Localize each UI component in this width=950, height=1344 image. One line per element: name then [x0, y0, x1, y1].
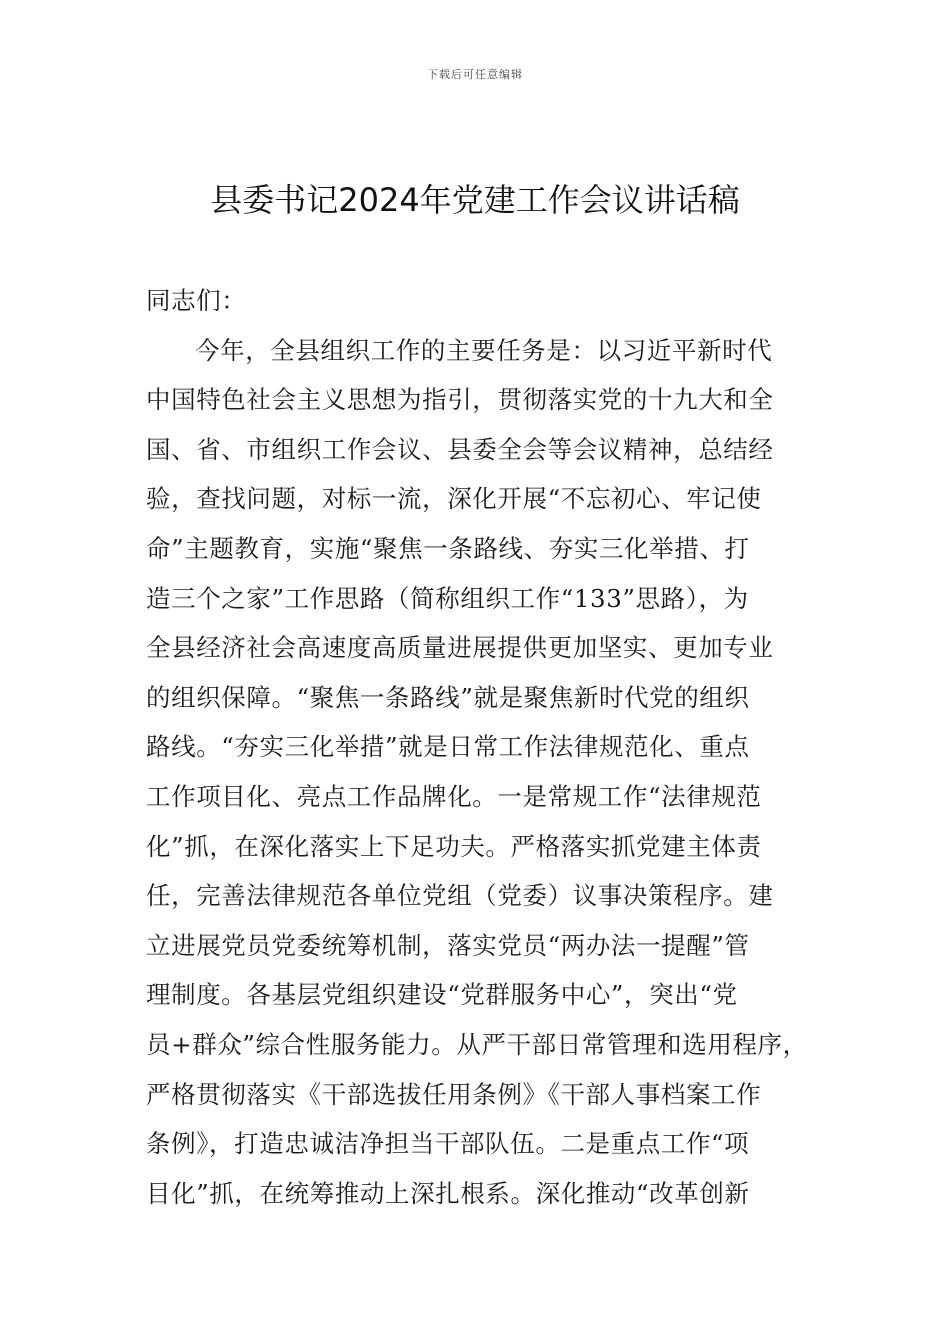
paragraph-line: 理制度。各基层党组织建设“党群服务中心”，突出“党 — [146, 980, 738, 1010]
paragraph-line: 造三个之家”工作思路（简称组织工作“133”思路），为 — [146, 583, 749, 613]
paragraph-line: 任，完善法律规范各单位党组（党委）议事决策程序。建 — [146, 881, 774, 911]
paragraph-line: 化”抓，在深化落实上下足功夫。严格落实抓党建主体责 — [146, 831, 762, 861]
paragraph-line: 员+群众”综合性服务能力。从严干部日常管理和选用程序， — [146, 1029, 808, 1059]
paragraph-line: 国、省、市组织工作会议、县委全会等会议精神，总结经 — [146, 434, 774, 464]
paragraph-line: 条例》，打造忠诚洁净担当干部队伍。二是重点工作“项 — [146, 1129, 750, 1159]
paragraph-line: 今年，全县组织工作的主要任务是：以习近平新时代 — [195, 335, 773, 365]
salutation: 同志们： — [146, 286, 247, 315]
paragraph-line: 验，查找问题，对标一流，深化开展“不忘初心、牢记使 — [146, 484, 762, 514]
paragraph-line: 的组织保障。“聚焦一条路线”就是聚焦新时代党的组织 — [146, 682, 750, 712]
paragraph-line: 工作项目化、亮点工作品牌化。一是常规工作“法律规范 — [146, 781, 762, 811]
paragraph-line: 全县经济社会高速度高质量进展提供更加坚实、更加专业 — [146, 633, 774, 663]
paragraph-line: 目化”抓，在统筹推动上深扎根系。深化推动“改革创新 — [146, 1178, 750, 1208]
header-note: 下载后可任意编辑 — [427, 68, 523, 81]
paragraph-line: 严格贯彻落实《干部选拔任用条例》《干部人事档案工作 — [146, 1079, 762, 1109]
document-body — [146, 276, 818, 1218]
document-title: 县委书记2024年党建工作会议讲话稿 — [210, 181, 740, 219]
paragraph-line: 命”主题教育，实施“聚焦一条路线、夯实三化举措、打 — [146, 533, 750, 563]
paragraph-line: 立进展党员党委统筹机制，落实党员“两办法一提醒”管 — [146, 930, 750, 960]
paragraph-line: 路线。“夯实三化举措”就是日常工作法律规范化、重点 — [146, 732, 750, 762]
paragraph-line: 中国特色社会主义思想为指引，贯彻落实党的十九大和全 — [146, 385, 774, 415]
